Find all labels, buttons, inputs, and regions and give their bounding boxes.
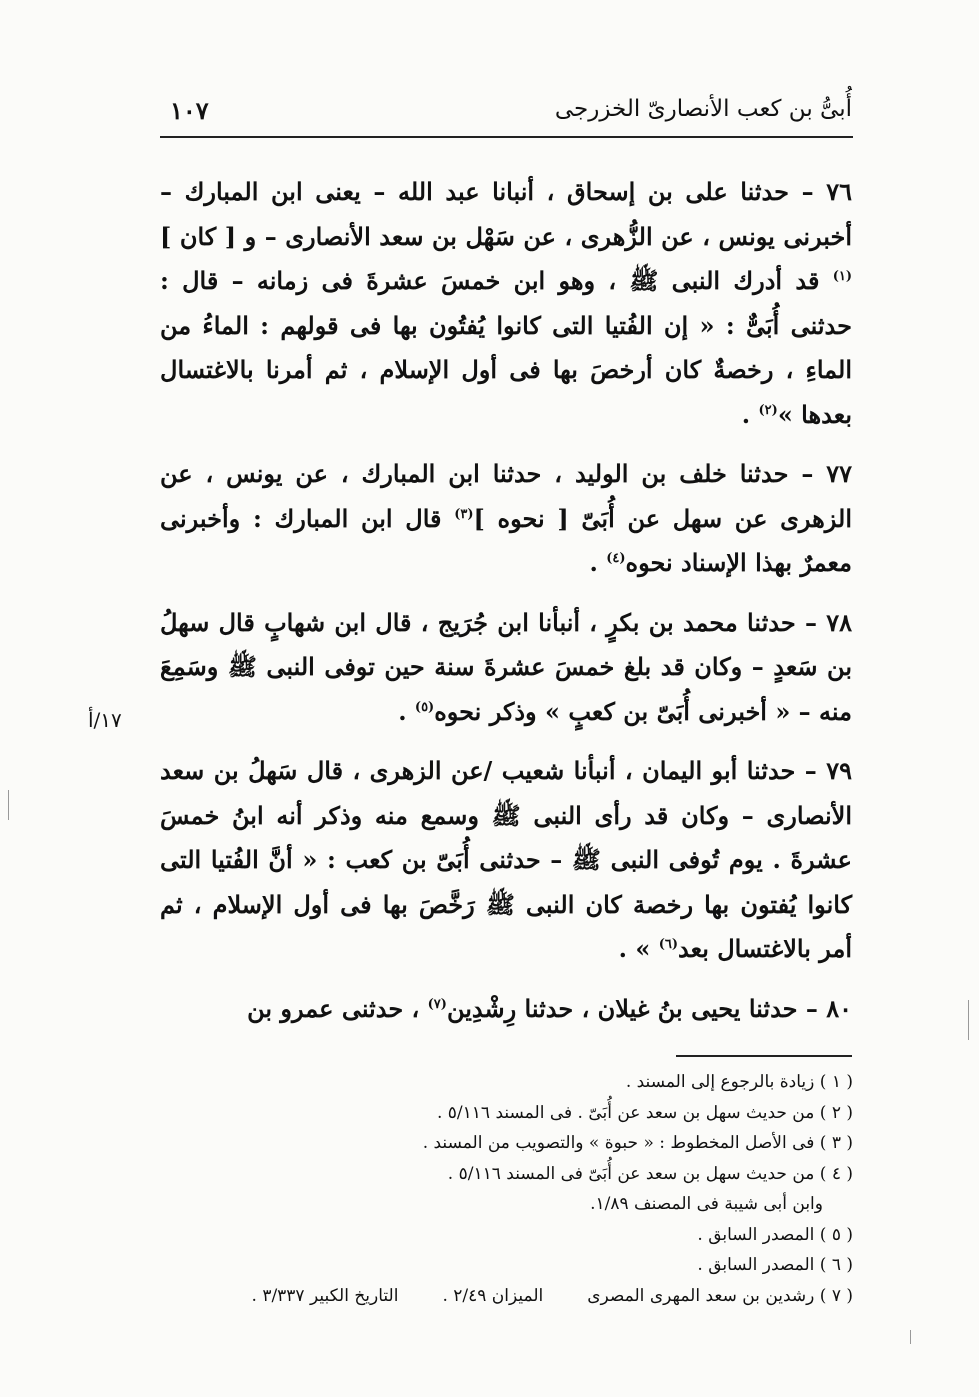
footnote-text: ( ٦ ) المصدر السابق . <box>697 1255 853 1275</box>
hadith-text: . <box>398 696 415 726</box>
footnote-text: ( ١ ) زيادة بالرجوع إلى المسند . <box>625 1072 853 1092</box>
footnote <box>153 1098 853 1129</box>
page-number: ١٠٧ <box>170 96 209 125</box>
hadith-text: » . <box>618 934 659 963</box>
hadith-number: ٧٦ <box>826 177 852 206</box>
hadith-text: . <box>741 399 759 429</box>
scan-artifact-line <box>8 790 9 820</box>
hadith-text: – حدثنا على بن إسحاق ، أنبانا عبد الله – يعنى ابن المبارك – أخبرنى يونس ، عن الزُّهرى ، عن سَهْل بن سعد الأنصارى – و [ كان ] <box>160 177 853 251</box>
footnote-text: ( ٤ ) من حديث سهل بن سعد عن أُبَىّ فى المسند ٥/١١٦ . <box>447 1163 853 1184</box>
hadith-text: – حدثنا خلف بن الوليد ، حدثنا ابن المبارك ، عن يونس ، عن الزهرى عن سهل عن أُبَىّ [ نحوه ] <box>160 459 852 533</box>
body-text <box>160 170 852 1046</box>
footnote <box>153 1250 853 1281</box>
footnote-text: ( ٣ ) فى الأصل المخطوط : « حبوة » والتصويب من المسند . <box>422 1133 853 1153</box>
hadith-paragraph <box>160 170 852 437</box>
hadith-number: ٧٧ <box>826 459 853 488</box>
footnote-ref[interactable]: (١) <box>832 269 852 284</box>
hadith-text: ، حدثنى عمرو بن <box>247 993 428 1023</box>
hadith-text: – حدثنا يحيى بنُ غيلان ، حدثنا رِشْدِين <box>446 993 818 1023</box>
hadith-text: قال ابن المبارك : وأخبرنى معمرٌ بهذا الإسناد نحوه <box>160 503 852 577</box>
footnote-ref[interactable]: (٦) <box>658 937 679 952</box>
footnote-ref[interactable]: (٢) <box>758 402 778 418</box>
hadith-number: ٧٨ <box>826 607 852 637</box>
footnote-reference-source: الميزان ٢/٤٩ . <box>442 1285 544 1306</box>
hadith-text: . <box>589 548 607 577</box>
footnote-text: وابن أبى شيبة فى المصنف ١/٨٩. <box>590 1194 823 1214</box>
footnote-text: ( ٥ ) المصدر السابق . <box>697 1224 853 1245</box>
hadith-text: – حدثنا محمد بن بكرٍ ، أنبأنا ابن جُرَيج ، قال ابن شهابٍ قال سهلُ بن سَعدٍ – وكان قد بلغ خمسَ عشرةَ سنة حين توفى النبى ﷺ وسَمِعَ منه – « أخبرنى أُبَىّ بن كعبٍ » وذكر نحوه <box>160 607 853 726</box>
footnote-ref[interactable]: (٥) <box>414 699 435 715</box>
hadith-text: قد أدرك النبى ﷺ ، وهو ابن خمسَ عشرةَ فى زمانه – قال : حدثنى أُبَىٌّ : « إن الفُتيا التى كانوا يُفتُون بها فى قولهم : الماءُ من الماءِ ، رخصةٌ كان أرخصَ بها فى أول الإسلام ، ثم أمرنا بالاغتسال بعدها » <box>160 266 852 429</box>
footnote-ref[interactable]: (٣) <box>454 506 474 522</box>
footnote <box>153 1220 853 1251</box>
footnote <box>153 1067 853 1098</box>
header-rule <box>160 136 853 138</box>
hadith-paragraph <box>160 987 852 1032</box>
hadith-number: ٨٠ <box>826 993 852 1023</box>
manuscript-folio-note: ١٧/أ <box>88 708 122 732</box>
footnote <box>153 1159 853 1190</box>
hadith-paragraph <box>160 749 852 972</box>
scan-artifact-line <box>968 1000 969 1040</box>
footnote-reference-source: التاريخ الكبير ٣/٣٣٧ . <box>251 1285 399 1306</box>
running-title: أُبىُّ بن كعب الأنصارىّ الخزرجى <box>554 96 852 122</box>
footnote-text: ( ٧ ) رشدين بن سعد المهرى المصرى <box>587 1285 853 1306</box>
footnote-text: ( ٢ ) من حديث سهل بن سعد عن أُبَىّ . فى المسند ٥/١١٦ . <box>436 1102 853 1123</box>
hadith-text: – حدثنا أبو اليمان ، أنبأنا شعيب /عن الزهرى ، قال سَهلُ بن سعد الأنصارى – وكان قد رأى النبى ﷺ وسمع منه وذكر أنه ابنُ خمسَ عشرةَ . يوم تُوفى النبى ﷺ – حدثنى أُبَىّ بن كعب : « أنَّ الفُتيا التى كانوا يُفتون بها رخصة كان النبى ﷺ رَخَّصَ بها فى أول الإسلام ، ثم أمر بالاغتسال بعد <box>160 756 852 963</box>
footnote-rule <box>676 1055 852 1057</box>
scan-artifact-line <box>910 1330 911 1344</box>
running-header <box>160 92 852 132</box>
footnote <box>153 1189 853 1220</box>
footnote-ref[interactable]: (٤) <box>606 551 626 566</box>
hadith-paragraph <box>160 601 852 735</box>
footnotes <box>153 1067 853 1311</box>
footnote-ref[interactable]: (٧) <box>427 996 447 1012</box>
hadith-number: ٧٩ <box>826 756 852 785</box>
footnote <box>153 1281 853 1312</box>
footnote <box>153 1128 853 1159</box>
hadith-paragraph <box>160 452 852 586</box>
